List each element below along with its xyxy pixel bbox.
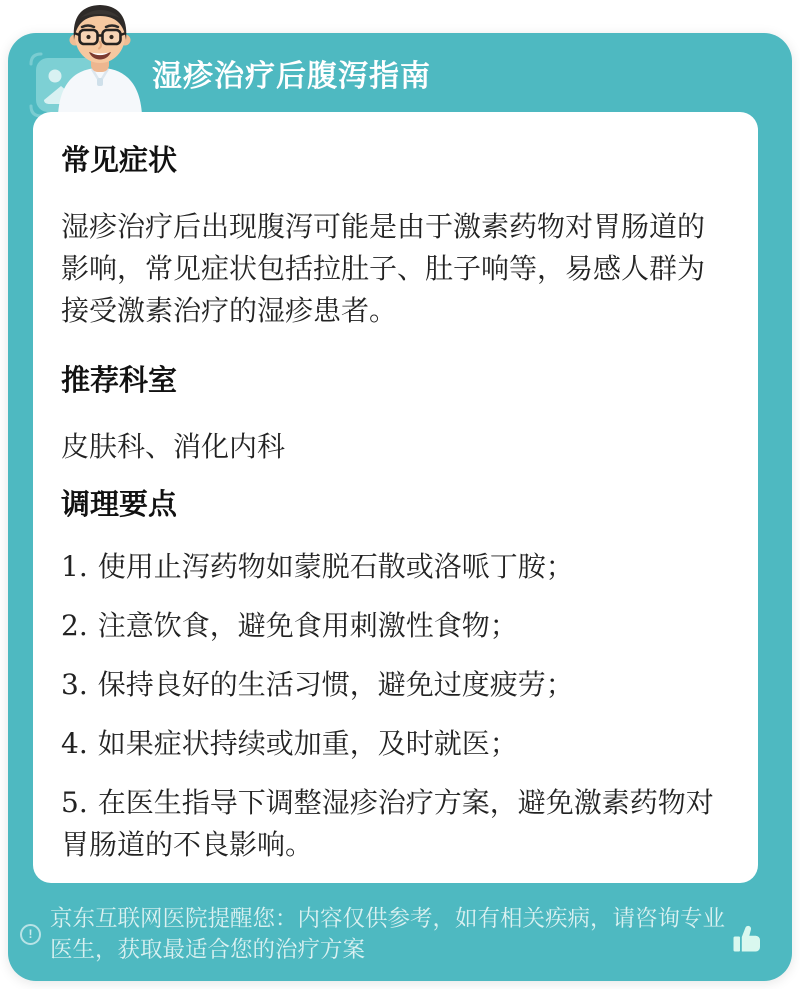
- list-number: 5.: [61, 786, 88, 819]
- symptoms-paragraph: 湿疹治疗后出现腹泻可能是由于激素药物对胃肠道的影响，常见症状包括拉肚子、肚子响等，易感人群为接受激素治疗的湿疹患者。: [61, 211, 706, 326]
- section-heading-tips: 调理要点: [61, 489, 178, 521]
- list-item: [61, 723, 730, 765]
- disclaimer-text: 京东互联网医院提醒您：内容仅供参考，如有相关疾病，请咨询专业医生，获取最适合您的治疗方案: [50, 906, 726, 962]
- thumbs-up-icon[interactable]: [728, 921, 764, 957]
- list-item: [61, 605, 730, 647]
- info-circle-icon: !: [20, 924, 41, 945]
- tips-list: [61, 546, 730, 866]
- list-number: 2.: [61, 609, 88, 642]
- list-item-text: 使用止泻药物如蒙脱石散或洛哌丁胺；: [97, 551, 574, 582]
- page-title: 湿疹治疗后腹泻指南: [152, 59, 431, 93]
- list-item: [61, 782, 730, 866]
- section-heading-symptoms: 常见症状: [61, 145, 178, 177]
- footer-disclaimer: [20, 895, 774, 973]
- departments-text: 皮肤科、消化内科: [61, 431, 286, 462]
- section-heading-departments: 推荐科室: [61, 365, 178, 397]
- doctor-avatar: [50, 2, 150, 115]
- list-item-text: 在医生指导下调整湿疹治疗方案，避免激素药物对胃肠道的不良影响。: [61, 787, 714, 860]
- list-item: [61, 546, 730, 588]
- list-number: 3.: [61, 668, 88, 701]
- list-number: 1.: [61, 550, 88, 583]
- list-item-text: 保持良好的生活习惯，避免过度疲劳；: [97, 669, 574, 700]
- content-card: [33, 112, 758, 883]
- list-item: [61, 664, 730, 706]
- list-item-text: 注意饮食，避免食用刺激性食物；: [97, 610, 518, 641]
- list-number: 4.: [61, 727, 88, 760]
- list-item-text: 如果症状持续或加重，及时就医；: [97, 728, 518, 759]
